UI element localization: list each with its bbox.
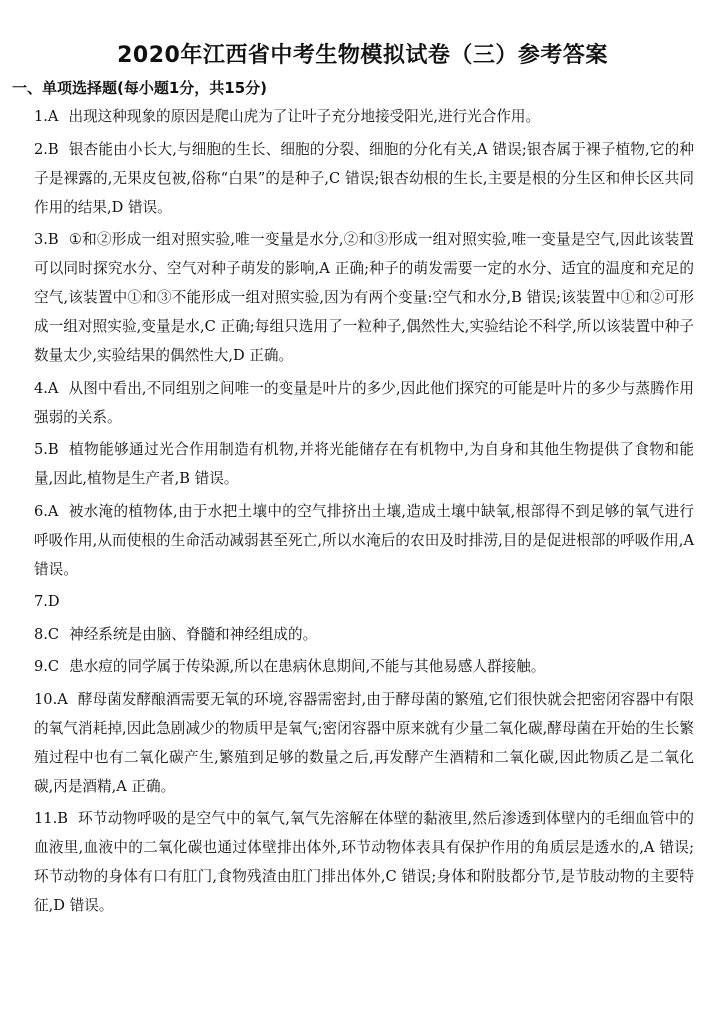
answer-list	[34, 102, 694, 924]
answer-number: 11.B	[34, 810, 68, 827]
answer-item	[34, 685, 694, 801]
answer-item	[34, 804, 694, 920]
answer-number: 10.A	[34, 690, 68, 708]
answer-text: 出现这种现象的原因是爬山虎为了让叶子充分地接受阳光,进行光合作用。	[68, 108, 541, 125]
answer-item	[34, 102, 694, 131]
answer-item	[34, 587, 694, 616]
answer-text: 患水痘的同学属于传染源,所以在患病休息期间,不能与其他易感人群接触。	[69, 658, 546, 675]
answer-number: 5.B	[34, 441, 59, 458]
answer-number: 7.D	[34, 593, 60, 610]
page-title: 2020年江西省中考生物模拟试卷（三）参考答案	[117, 43, 608, 68]
answer-text: 银杏能由小长大,与细胞的生长、细胞的分裂、细胞的分化有关,A 错误;银杏属于裸子植物,它的种子是裸露的,无果皮包被,俗称“白果”的是种子,C 错误;银杏幼根的生长,主要是根的分生区和伸长区共同作用的结果,D 错误。	[34, 140, 694, 216]
answer-number: 2.B	[34, 140, 59, 158]
answer-number: 4.A	[34, 379, 59, 397]
answer-item	[34, 435, 694, 493]
answer-text: 被水淹的植物体,由于水把土壤中的空气排挤出土壤,造成土壤中缺氧,根部得不到足够的氧气进行呼吸作用,从而使根的生命活动减弱甚至死亡,所以水淹后的农田及时排涝,目的是促进根部的呼吸作用,A 错误。	[34, 502, 694, 578]
answer-number: 9.C	[34, 658, 60, 675]
answer-text: 从图中看出,不同组别之间唯一的变量是叶片的多少,因此他们探究的可能是叶片的多少与蒸腾作用强弱的关系。	[34, 379, 694, 426]
answer-number: 8.C	[34, 625, 60, 643]
answer-item	[34, 497, 694, 584]
answer-text: 酵母菌发酵酿酒需要无氧的环境,容器需密封,由于酵母菌的繁殖,它们很快就会把密闭容器中有限的氧气消耗掉,因此急剧减少的物质甲是氧气;密闭容器中原来就有少量二氧化碳,酵母菌在开始的生长繁殖过程中也有二氧化碳产生,繁殖到足够的数量之后,再发酵产生酒精和二氧化碳,因此物质乙是二氧化碳,丙是酒精,A 正确。	[34, 690, 694, 795]
answer-text: 环节动物呼吸的是空气中的氧气,氧气先溶解在体壁的黏液里,然后渗透到体壁内的毛细血管中的血液里,血液中的二氧化碳也通过体壁排出体外,环节动物体表具有保护作用的角质层是透水的,A 错误;环节动物的身体有口有肛门,食物残渣由肛门排出体外,C 错误;身体和附肢都分节,是节肢动物的主要特征,D 错误。	[34, 810, 694, 914]
answer-item	[34, 652, 694, 681]
answer-item	[34, 374, 694, 432]
answer-item	[34, 135, 694, 222]
answer-item	[34, 225, 694, 370]
answer-text: 植物能够通过光合作用制造有机物,并将光能储存在有机物中,为自身和其他生物提供了食物和能量,因此,植物是生产者,B 错误。	[34, 441, 694, 487]
answer-number: 3.B	[34, 231, 59, 248]
answer-text: 神经系统是由脑、脊髓和神经组成的。	[69, 625, 318, 643]
section-heading: 一、单项选择题(每小题1分，共15分)	[12, 79, 268, 97]
answer-item	[34, 620, 694, 649]
answer-text: ①和②形成一组对照实验,唯一变量是水分,②和③形成一组对照实验,唯一变量是空气,因此该装置可以同时探究水分、空气对种子萌发的影响,A 正确;种子的萌发需要一定的水分、适宜的温度和充足的空气,该装置中①和③不能形成一组对照实验,因为有两个变量:空气和水分,B 错误;该装置中①和②可形成一组对照实验,变量是水,C 正确;每组只选用了一粒种子,偶然性大,实验结论不科学,所以该装置中种子数量太少,实验结果的偶然性大,D 正确。	[34, 231, 694, 364]
answer-number: 6.A	[34, 502, 59, 520]
answer-number: 1.A	[34, 108, 59, 125]
